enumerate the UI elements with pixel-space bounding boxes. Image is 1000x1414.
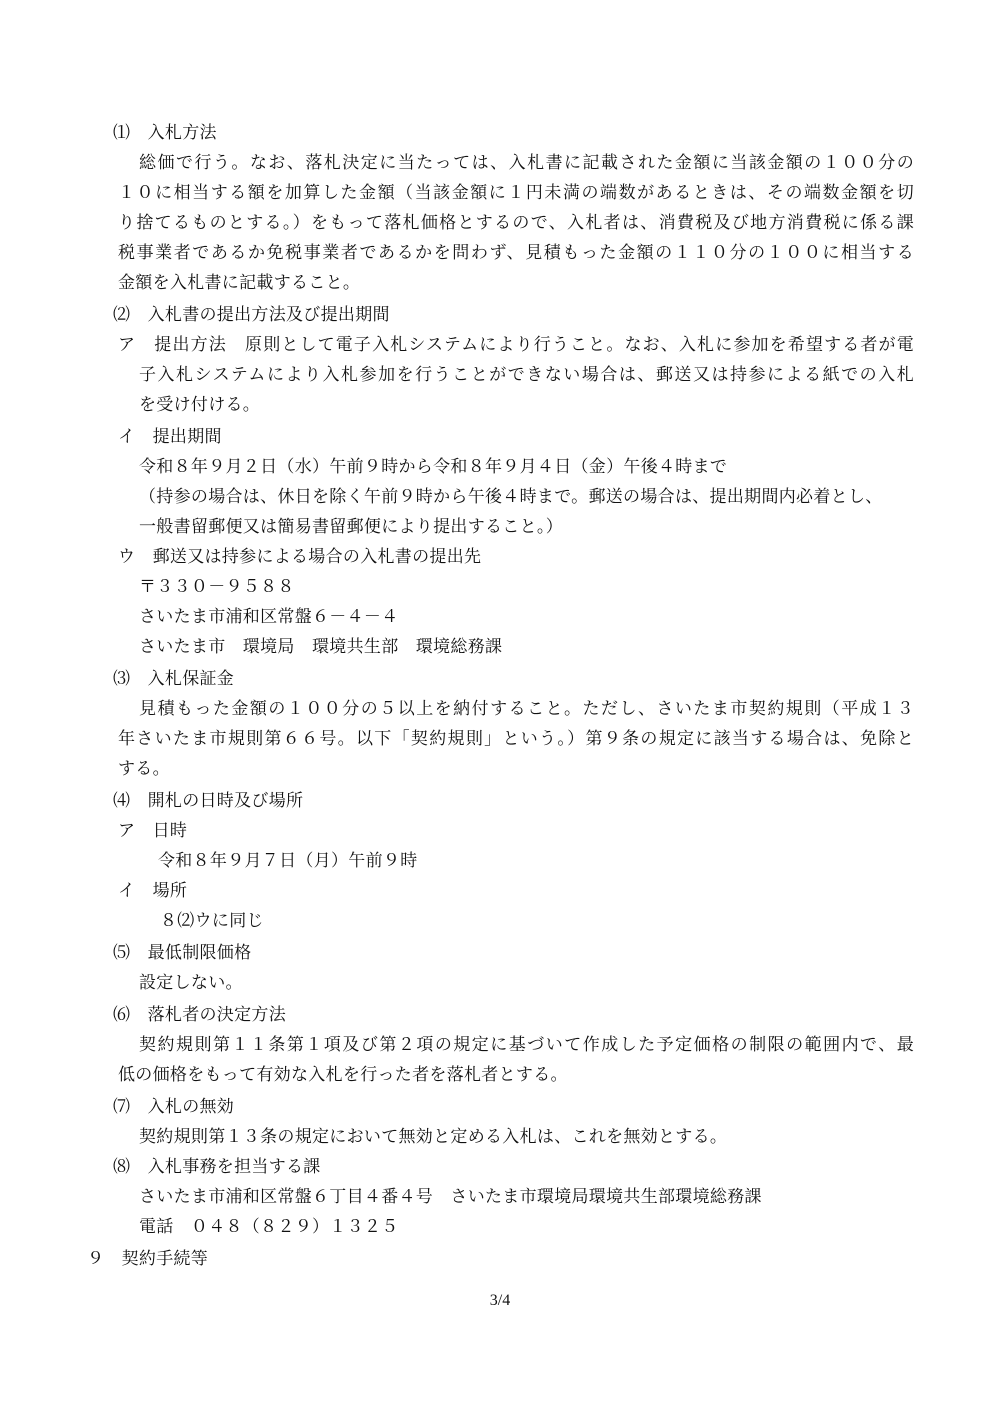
paragraph-line: 低の価格をもって有効な入札を行った者を落札者とする。	[118, 1065, 568, 1085]
paragraph-line: さいたま市 環境局 環境共生部 環境総務課	[139, 637, 503, 657]
paragraph-line: を受け付ける。	[139, 395, 261, 415]
paragraph-line: 総価で行う。なお、落札決定に当たっては、入札書に記載された金額に当該金額の１００分の	[139, 153, 914, 173]
paragraph-line: 契約規則第１１条第１項及び第２項の規定に基づいて作成した予定価格の制限の範囲内で、最	[139, 1035, 914, 1055]
page-number: 3/4	[489, 1292, 511, 1309]
paragraph-line: さいたま市浦和区常盤６丁目４番４号 さいたま市環境局環境共生部環境総務課	[139, 1187, 762, 1207]
paragraph-line: 令和８年９月７日（月）午前９時	[158, 851, 418, 871]
paragraph-line: 一般書留郵便又は簡易書留郵便により提出すること。）	[139, 517, 563, 537]
subheading: ア 日時	[118, 821, 188, 841]
paragraph-line: ア 提出方法 原則として電子入札システムにより行うこと。なお、入札に参加を希望する者が電	[118, 335, 914, 355]
section-heading-9: ９ 契約手続等	[87, 1249, 209, 1269]
paragraph-line: 設定しない。	[139, 973, 243, 993]
paragraph-line: 令和８年９月２日（水）午前９時から令和８年９月４日（金）午後４時まで	[139, 457, 728, 477]
paragraph-line: （持参の場合は、休日を除く午前９時から午後４時まで。郵送の場合は、提出期間内必着とし、	[139, 487, 883, 507]
paragraph-line: 税事業者であるか免税事業者であるかを問わず、見積もった金額の１１０分の１００に相当する	[118, 243, 914, 263]
subheading: ウ 郵送又は持参による場合の入札書の提出先	[118, 547, 482, 567]
heading-7: ⑺ 入札の無効	[113, 1097, 235, 1117]
heading-2: ⑵ 入札書の提出方法及び提出期間	[113, 305, 390, 325]
paragraph-line: 契約規則第１３条の規定において無効と定める入札は、これを無効とする。	[139, 1127, 728, 1147]
paragraph-line: ８⑵ウに同じ	[160, 911, 264, 931]
paragraph-line: １０に相当する額を加算した金額（当該金額に１円未満の端数があるときは、その端数金額を切	[118, 183, 914, 203]
heading-3: ⑶ 入札保証金	[113, 669, 235, 689]
heading-5: ⑸ 最低制限価格	[113, 943, 252, 963]
paragraph-line: さいたま市浦和区常盤６－４－４	[139, 607, 399, 627]
paragraph-line: 見積もった金額の１００分の５以上を納付すること。ただし、さいたま市契約規則（平成１３	[139, 699, 914, 719]
heading-8: ⑻ 入札事務を担当する課	[113, 1157, 321, 1177]
paragraph-line: する。	[118, 759, 170, 779]
paragraph-line: り捨てるものとする。）をもって落札価格とするので、入札者は、消費税及び地方消費税に係る課	[118, 213, 914, 233]
heading-6: ⑹ 落札者の決定方法	[113, 1005, 286, 1025]
heading-4: ⑷ 開札の日時及び場所	[113, 791, 304, 811]
paragraph-line: 金額を入札書に記載すること。	[118, 273, 361, 293]
paragraph-line: 子入札システムにより入札参加を行うことができない場合は、郵送又は持参による紙での入札	[139, 365, 914, 385]
paragraph-line: 〒３３０－９５８８	[139, 577, 295, 597]
heading-1: ⑴ 入札方法	[113, 123, 217, 143]
paragraph-line: 電話 ０４８（８２９）１３２５	[139, 1217, 399, 1237]
subheading: イ 場所	[118, 881, 188, 901]
paragraph-line: 年さいたま市規則第６６号。以下「契約規則」という。）第９条の規定に該当する場合は、免除と	[118, 729, 914, 749]
subheading: イ 提出期間	[118, 427, 222, 447]
